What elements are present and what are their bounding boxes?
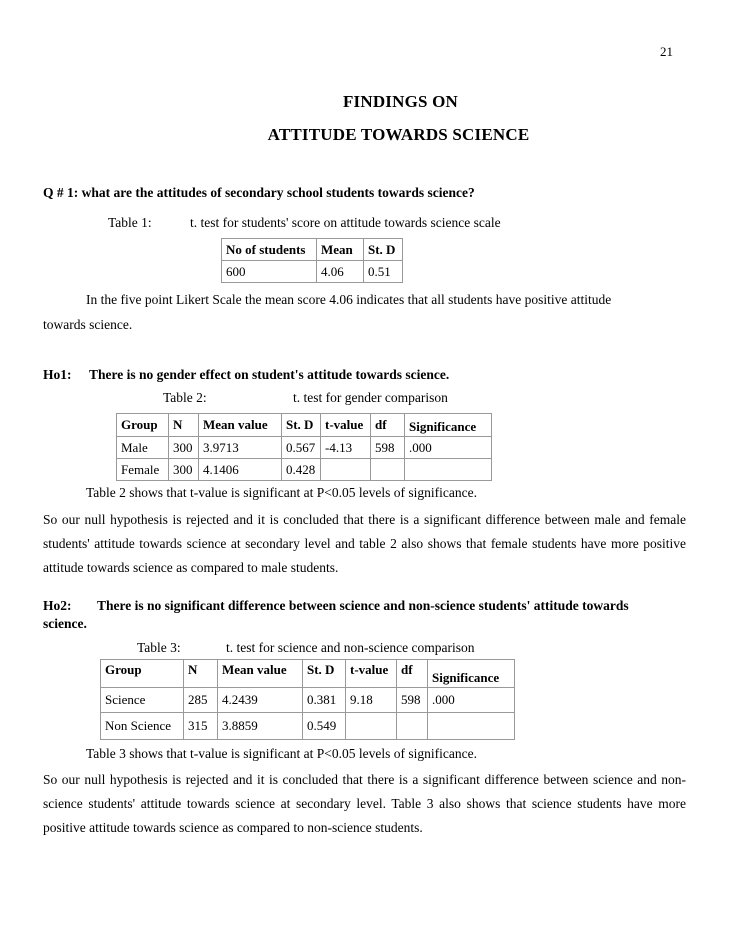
table3	[100, 659, 515, 740]
ho2-heading-line2: science.	[43, 616, 87, 631]
ho2-heading-line1: There is no significant difference between science and non-science students' attitude towards	[97, 598, 629, 613]
table-cell: 285	[184, 688, 218, 713]
table-cell: 4.2439	[218, 688, 303, 713]
table-cell: 0.51	[364, 261, 403, 283]
table-cell: 0.428	[282, 459, 321, 481]
table-header-cell: Mean value	[199, 414, 282, 437]
table-cell: 0.567	[282, 437, 321, 459]
table-header-row	[117, 414, 492, 437]
ho1-text-paragraph: So our null hypothesis is rejected and it is concluded that there is a significant difference between male and female students' attitude towards science at secondary level and table 2 also shows that female students have more positive attitude towards science as compared to male students.	[43, 512, 686, 575]
table-header-cell: df	[397, 660, 428, 688]
table-header-cell: Group	[101, 660, 184, 688]
ho1-label: Ho1:	[43, 367, 72, 382]
page-title-line2	[0, 125, 729, 145]
table-row	[117, 437, 492, 459]
ho2-text-paragraph: So our null hypothesis is rejected and it is concluded that there is a significant difference between science and non-science students' attitude towards science at secondary level. Table 3 also shows that science students have more positive attitude towards science as compared to non-science students.	[43, 772, 686, 835]
table-cell: Female	[117, 459, 169, 481]
table-cell: 315	[184, 713, 218, 740]
table-header-cell: Group	[117, 414, 169, 437]
table-cell	[346, 713, 397, 740]
table-row	[101, 688, 515, 713]
ho1-text-line1: Table 2 shows that t-value is significant at P<0.05 levels of significance.	[86, 485, 477, 500]
table2	[116, 413, 492, 481]
table-cell: .000	[405, 437, 492, 459]
q1-text-line2: towards science.	[43, 317, 133, 332]
table-header-cell: N	[169, 414, 199, 437]
table1-label: Table 1:	[108, 215, 152, 230]
table-cell: Science	[101, 688, 184, 713]
table-header-cell: St. D	[282, 414, 321, 437]
table-cell: Male	[117, 437, 169, 459]
table-cell	[405, 459, 492, 481]
ho2-label: Ho2:	[43, 598, 72, 613]
table-cell: .000	[428, 688, 515, 713]
table-header-cell: N	[184, 660, 218, 688]
table-cell: 0.549	[303, 713, 346, 740]
page-number: 21	[660, 44, 673, 59]
ho2-text-line1: Table 3 shows that t-value is significant at P<0.05 levels of significance.	[86, 746, 477, 761]
table-row	[117, 459, 492, 481]
table1-caption: t. test for students' score on attitude towards science scale	[190, 215, 501, 230]
table-header-cell: Significance	[405, 414, 492, 437]
table-header-cell: Mean	[317, 239, 364, 261]
table-header-cell: t-value	[321, 414, 371, 437]
table-cell: 598	[397, 688, 428, 713]
table-cell	[397, 713, 428, 740]
table3-caption: t. test for science and non-science comparison	[226, 640, 475, 655]
table3-label: Table 3:	[137, 640, 181, 655]
table-header-cell: No of students	[222, 239, 317, 261]
table-header-cell: Mean value	[218, 660, 303, 688]
table1	[221, 238, 403, 283]
table-header-cell: Significance	[428, 660, 515, 688]
table-cell	[428, 713, 515, 740]
table-cell: 300	[169, 437, 199, 459]
table-header-cell: St. D	[303, 660, 346, 688]
table-cell: 598	[371, 437, 405, 459]
title-line1-text: FINDINGS ON	[342, 92, 459, 111]
table-header-row	[101, 660, 515, 688]
table-cell	[371, 459, 405, 481]
table2-caption: t. test for gender comparison	[293, 390, 448, 405]
table-header-cell: df	[371, 414, 405, 437]
page-title-line1	[0, 92, 729, 112]
table-cell	[321, 459, 371, 481]
ho1-heading: There is no gender effect on student's attitude towards science.	[89, 367, 450, 382]
table-cell: 300	[169, 459, 199, 481]
table-row	[101, 713, 515, 740]
table-header-cell: t-value	[346, 660, 397, 688]
table-cell: 0.381	[303, 688, 346, 713]
table-row	[222, 261, 403, 283]
table-cell: -4.13	[321, 437, 371, 459]
table2-label: Table 2:	[163, 390, 207, 405]
table-cell: 3.9713	[199, 437, 282, 459]
table-cell: Non Science	[101, 713, 184, 740]
title-line2-text: ATTITUDE TOWARDS SCIENCE	[267, 125, 530, 144]
table-cell: 9.18	[346, 688, 397, 713]
q1-heading: Q # 1: what are the attitudes of secondary school students towards science?	[43, 185, 475, 200]
table-header-row	[222, 239, 403, 261]
table-cell: 3.8859	[218, 713, 303, 740]
table-cell: 600	[222, 261, 317, 283]
table-cell: 4.1406	[199, 459, 282, 481]
table-header-cell: St. D	[364, 239, 403, 261]
q1-text-line1: In the five point Likert Scale the mean score 4.06 indicates that all students have positive attitude	[86, 292, 612, 307]
table-cell: 4.06	[317, 261, 364, 283]
